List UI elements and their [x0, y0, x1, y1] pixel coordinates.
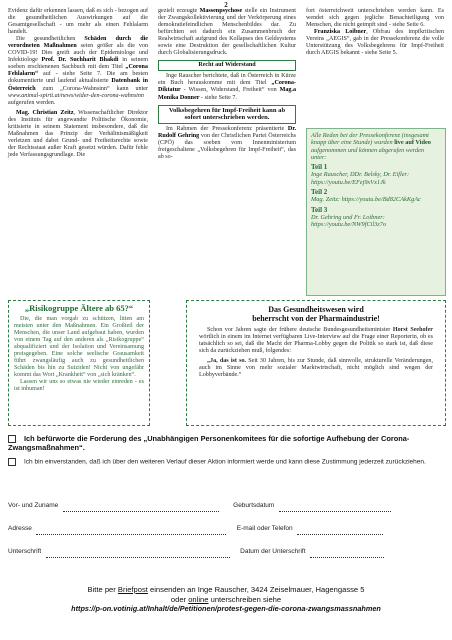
- bold-text: Schäden durch die verordneten Maßnahmen: [8, 36, 148, 50]
- teil-1-title: Teil 1: [311, 163, 328, 172]
- email-label: E-mail oder Telefon: [236, 525, 293, 532]
- address-field[interactable]: [36, 528, 226, 535]
- checkbox-einverstanden[interactable]: [8, 458, 16, 466]
- check-2-label: Ich bin einverstanden, daß ich über den weiteren Verlauf dieser Aktion informiert werde und kann diese Zustimmung jederzeit zurückziehen.: [24, 458, 426, 466]
- date-field[interactable]: [310, 551, 384, 558]
- text: Schon vor Jahren sagte der frühere deutsche Bundesgesundheitsminister: [207, 327, 391, 333]
- text: auf - siehe Seite 7. Die am besten dokumentierte und laufend aktualisierte: [8, 71, 148, 85]
- page-number: 2: [224, 1, 228, 9]
- address-label: Adresse: [8, 525, 32, 532]
- text: - Wissen, Widerstand, Freiheit“ von: [183, 87, 277, 94]
- risikogruppe-text-2: Lassen wir uns so etwas nie wieder einreden - es ist inhuman!: [14, 379, 144, 393]
- col3-paragraph-1: fort österreichweit unterschrieben werden kann. Es wendet sich gegen jegliche Benachteiligung von Menschen, die nicht geimpft sind - siehe Seite 6.: [306, 8, 444, 29]
- risikogruppe-text: Die, die man vorgab zu schützen, litten am meisten unter den Maßnahmen. Ein Großteil der Menschen, die unser Land aufgebaut haben, wurden von einem Tag auf den anderen als „Risikogruppe“ abqualifiziert und der Isolation und Vereinsamung preisgegeben. Eine solche seelische Grausamkeit führt zwangsläufig auch zu gesundheitlichen Schäden bis hin zu Suiziden! Nicht von ungefähr kommt das Wort „Krankheit“ von „sich kränken“.: [14, 316, 144, 379]
- teil-1-link[interactable]: Inge Rauscher, DDr. Belsky, Dr. Eifler: https://youtu.be/EFej9xVx1Jk: [311, 171, 410, 186]
- form-row-signature: [8, 540, 444, 558]
- risikogruppe-title: „Risikogruppe Ältere ab 65?“: [24, 303, 134, 313]
- link-animal-spirit[interactable]: www.animal-spirit.at/news/wider-den-corona-wahnsinn: [8, 92, 144, 99]
- heading-volksbegehren: Volksbegehren für Impf-Freiheit kann ab sofort unterschrieben werden.: [158, 105, 296, 124]
- bold-text: „Corona-Diktatur: [158, 80, 297, 94]
- pharma-quote: [199, 358, 433, 379]
- form-row-name: [8, 494, 444, 512]
- teil-2-title: Teil 2: [311, 188, 328, 197]
- text: einsenden an Inge Rauscher, 3424 Zeiselmauer, Hagengasse 5: [150, 585, 365, 594]
- text: gezielt erzeugte: [158, 8, 198, 14]
- col1-paragraph-3: [8, 110, 148, 159]
- text: seien größer als die von COVID-19! Dies greift auch der Epidemiologe und Infektiologe: [8, 43, 148, 64]
- bold-text: „Corona Fehlalarm“: [8, 64, 148, 78]
- footer-line-1: [8, 585, 444, 595]
- underlined-text: online: [188, 594, 209, 604]
- text: aufgerufen werden.: [8, 99, 56, 106]
- name-label: Vor- und Zuname: [8, 502, 59, 509]
- birth-label: Geburtsdatum: [233, 502, 275, 509]
- petition-link[interactable]: https://p-on.votinig.at/Inhalt/de/Petitionen/protest-gegen-die-corona-zwangsmassnahmen: [71, 604, 381, 613]
- teil-3-link[interactable]: Dr. Gehring und Fr. Loibner: https://youtu.be/NW9fCil3z7o: [311, 213, 387, 229]
- col2-paragraph-1: [158, 8, 296, 57]
- text: Seit 30 Jahren, bis zur Stunde, daß sinnvolle, strukturelle Veränderungen, auch im Sinne von mehr sozialer Marktwirtschaft, nicht möglich sind wegen der Lobbyverbände.“: [199, 358, 433, 379]
- teil-3-title: Teil 3: [311, 205, 328, 214]
- column-1: [8, 8, 148, 159]
- footer-line-2: [8, 595, 444, 605]
- col2-paragraph-2: [158, 73, 296, 101]
- bold-text: Mag. Christian Zeitz: [16, 109, 74, 116]
- text: aufgenommen und können abgerufen werden unter:: [311, 146, 425, 161]
- text: - siehe Seite 7.: [201, 94, 237, 101]
- pharma-paragraph: [199, 327, 433, 355]
- col1-paragraph-2: [8, 36, 148, 106]
- video-links-content: [307, 129, 445, 232]
- teil-2-link[interactable]: Mag. Zeitz: https://youtu.be/Bd82CAkKgAc: [311, 196, 421, 204]
- text: unterschreiben siehe: [210, 594, 282, 604]
- form-check-1[interactable]: [8, 434, 444, 452]
- bold-text: Datenbank in Österreich: [8, 78, 148, 92]
- column-3: [306, 8, 444, 57]
- col2-paragraph-3: [158, 126, 296, 161]
- col3-paragraph-2: [306, 29, 444, 57]
- col1-paragraph-1: Evidenz dafür erkennen lassen, daß es sich - bezogen auf die gesundheitlichen Auswirkungen auf die Gesamtgesellschaft - um mehr als einen Fehlalarm handelt.: [8, 8, 148, 36]
- text: Die gesundheitlichen: [16, 36, 76, 43]
- text: von der Christlichen Partei Österreichs (CPÖ) das soeben vom Innenministerium freigeschaltene „Volksbegehren für Impf-Freiheit“, das ab so-: [158, 132, 296, 160]
- signature-label: Unterschrift: [8, 548, 42, 555]
- bold-text: Horst Seehofer: [392, 327, 433, 333]
- bold-text: Franziska Loibner: [314, 29, 367, 36]
- heading-recht-auf-widerstand: Recht auf Widerstand: [158, 60, 296, 71]
- text: in seinem soeben erschienenen Sachbuch mit dem Titel: [8, 57, 148, 71]
- video-links-box: [306, 128, 446, 296]
- signature-field[interactable]: [46, 551, 230, 558]
- text: Im Rahmen der Pressekonferenz präsentierte: [166, 125, 285, 132]
- text: oder: [170, 594, 187, 604]
- pharma-title-line-1: Das Gesundheitswesen wird: [268, 305, 364, 314]
- bold-text: Dr. Rudolf Gehring: [158, 125, 296, 139]
- email-field[interactable]: [297, 528, 383, 535]
- text: Inge Rauscher berichtete, daß in Österreich in Kürze ein Buch herauskomme mit dem Titel: [158, 73, 296, 87]
- pharmaindustrie-content: [187, 301, 445, 383]
- text: Alle Reden bei der Pressekonferenz (insgesamt knapp über eine Stunde) wurden: [311, 132, 429, 147]
- bold-text: Massenpsychose: [199, 8, 243, 14]
- bold-text: Mag.a Monika Donner: [158, 87, 296, 101]
- text: stelle ein Instrument der Zwangskollektivierung und der Verkörperung eines demokratiefeindlichen Menschenbildes dar. Zu befürchten sei dadurch ein Zusammenbruch der Realwirtschaft aufgrund des Kollapses des Geldsystems sowie eine Destruktion der gesellschaftlichen Kultur durch Globalisierungsdruck.: [158, 8, 296, 57]
- video-intro: [311, 132, 441, 161]
- column-2: [158, 8, 296, 161]
- footer: [8, 585, 444, 614]
- risikogruppe-content: [9, 301, 149, 397]
- text: zum „Corona-Wahnsinn“ kann unter: [42, 85, 148, 92]
- risikogruppe-box: [8, 300, 150, 426]
- checkbox-forderung[interactable]: [8, 435, 16, 443]
- birth-field[interactable]: [279, 505, 391, 512]
- date-label: Datum der Unterschrift: [240, 548, 306, 555]
- bold-text: live auf Video: [394, 139, 431, 147]
- form-check-2[interactable]: [8, 458, 444, 467]
- text: wörtlich in einem im Internet verfügbaren Live-Interview auf die Frage einer Reporterin, ob es tatsächlich so sei, daß die Macht der Pharma-Lobby gegen die Politik so stark ist, daß diese sich da zurückziehen muß, folgendes:: [199, 334, 433, 355]
- text: , Obfrau des impfkritischen Vereins „AEGIS“, gab in der Pressekonferenz die volle Unterstützung des Volksbegehrens für Impf-Freiheit durch AEGIS bekannt - siehe Seite 5.: [306, 29, 444, 57]
- pharma-title-line-2: beherrscht von der Pharmaindustrie!: [252, 314, 380, 323]
- bold-text: „Ja, das ist so.: [207, 358, 247, 365]
- check-1-label: Ich befürworte die Forderung des „Unabhängigen Personenkomitees für die sofortige Aufhebung der Corona-Zwangsmaßnahmen“.: [8, 434, 410, 453]
- text: Bitte per: [87, 585, 116, 594]
- bold-text: Prof. Dr. Suchharit Bhakdi: [41, 57, 119, 64]
- underlined-text: Briefpost: [117, 585, 148, 594]
- pharmaindustrie-box: [186, 300, 446, 426]
- name-field[interactable]: [63, 505, 219, 512]
- form-row-address: [8, 517, 444, 535]
- text: , Wissenschaftlicher Direktor des Instituts für angewandte Politische Ökonomie, kritisierte in seinem Statement insbesondere, daß die Maßnahmen das Prinzip der Verhältnismäßigkeit verletzen und dabei Grund- und Freiheitsrechte sowie der Rechtsstaat außer Kraft gesetzt würden. Dafür fehle jede Verfassungsgrundlage. Die: [8, 109, 148, 158]
